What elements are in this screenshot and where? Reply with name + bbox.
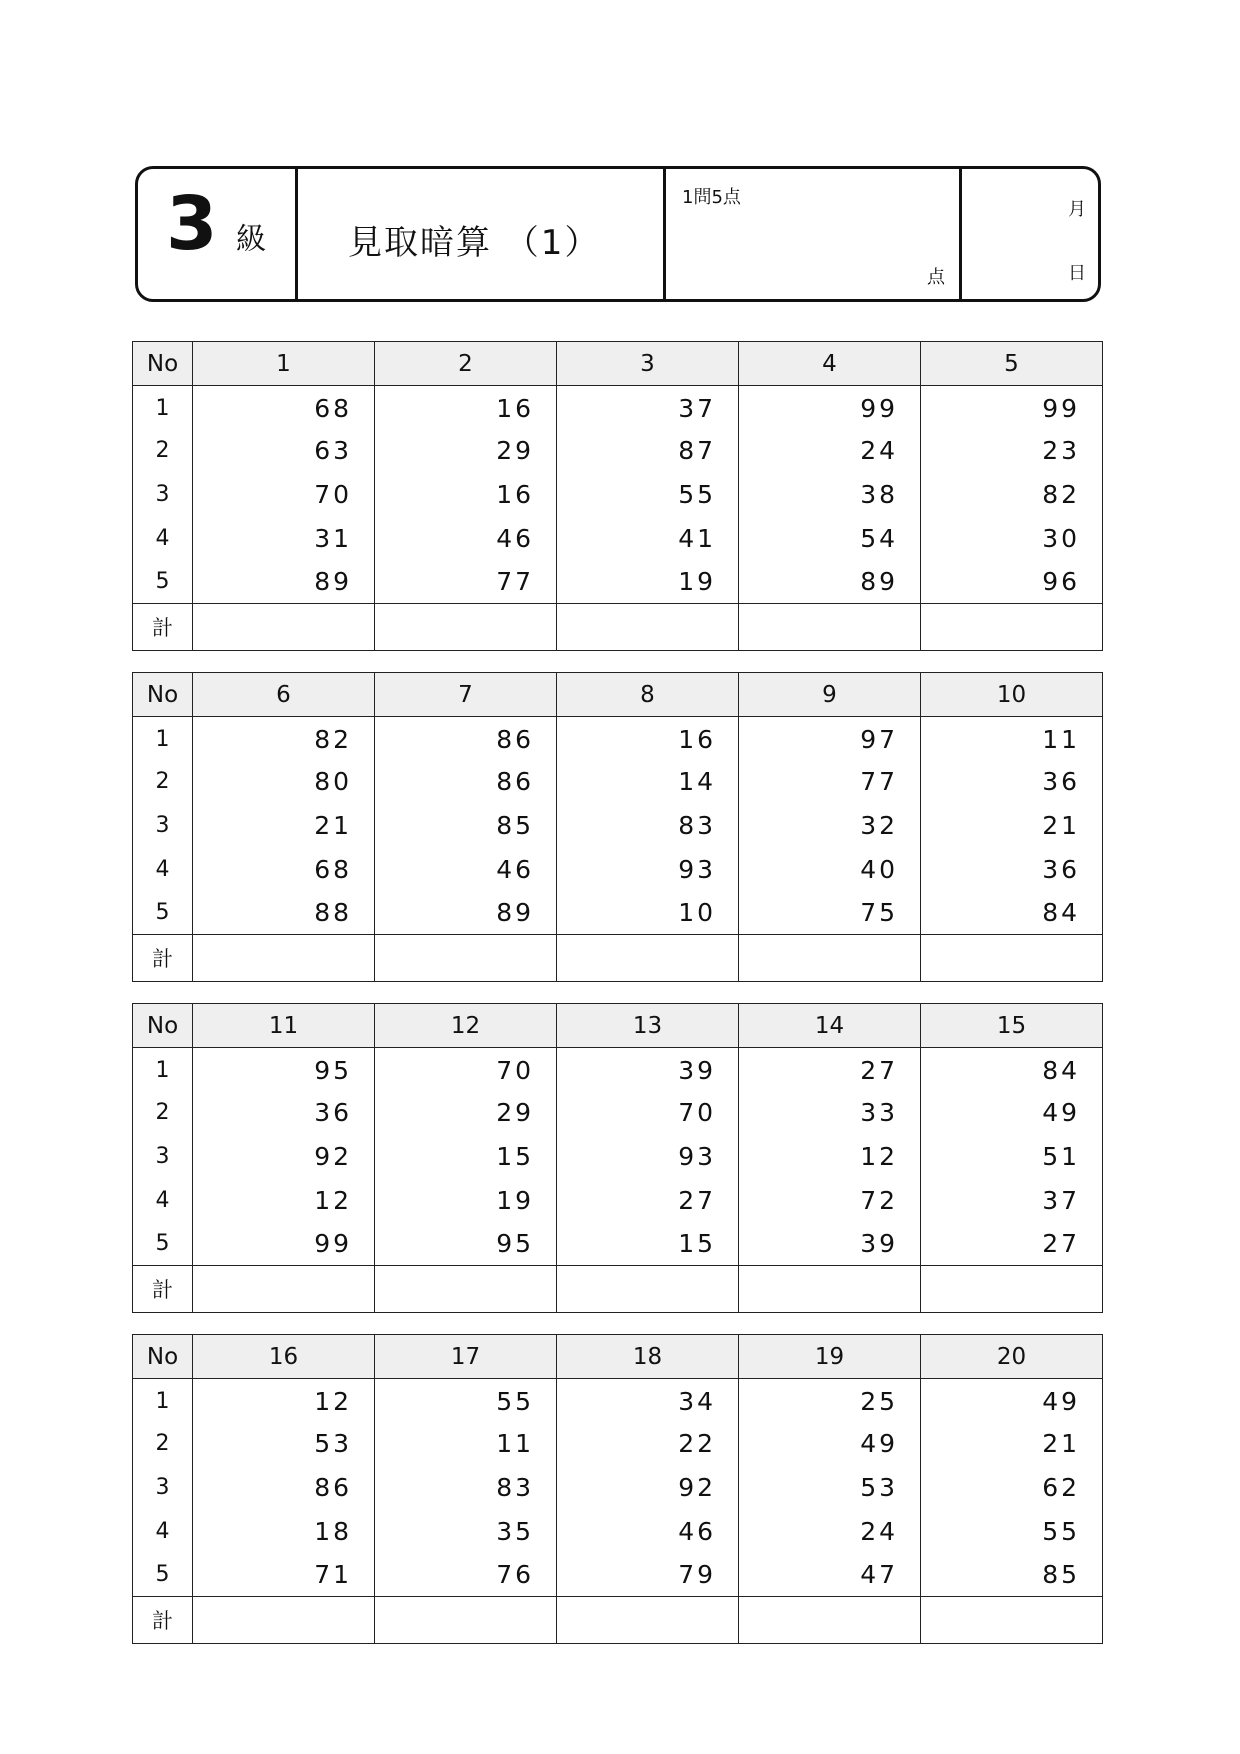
problem-number-header: 8 [557, 673, 739, 717]
month-label: 月 [1068, 199, 1086, 220]
row-number: 4 [133, 847, 193, 891]
number-cell: 75 [739, 891, 921, 935]
total-label: 計 [133, 934, 193, 981]
row-number: 4 [133, 1509, 193, 1553]
problem-table [132, 1334, 1103, 1644]
number-cell: 82 [921, 473, 1103, 517]
number-cell: 24 [739, 1509, 921, 1553]
day-label: 日 [1068, 263, 1086, 284]
number-cell: 92 [557, 1466, 739, 1510]
row-number: 1 [133, 1048, 193, 1092]
score-note: 1問5点 [682, 187, 741, 208]
row-number: 1 [133, 386, 193, 430]
problem-table [132, 1003, 1103, 1313]
number-cell: 30 [921, 516, 1103, 560]
row-number: 3 [133, 804, 193, 848]
number-cell: 80 [193, 760, 375, 804]
grade-box [138, 169, 298, 299]
problem-number-header: 14 [739, 1004, 921, 1048]
table-row [133, 1509, 1103, 1553]
row-number: 2 [133, 760, 193, 804]
answer-cell[interactable] [921, 934, 1103, 981]
answer-cell[interactable] [739, 603, 921, 650]
answer-cell[interactable] [921, 1265, 1103, 1312]
number-cell: 19 [557, 560, 739, 604]
table-row [133, 560, 1103, 604]
number-cell: 21 [921, 804, 1103, 848]
grade-suffix: 級 [236, 222, 266, 257]
number-cell: 68 [193, 386, 375, 430]
total-label: 計 [133, 1265, 193, 1312]
total-row [133, 934, 1103, 981]
number-cell: 87 [557, 429, 739, 473]
table-row [133, 386, 1103, 430]
problem-number-header: 18 [557, 1335, 739, 1379]
table-row [133, 1048, 1103, 1092]
number-cell: 41 [557, 516, 739, 560]
number-cell: 23 [921, 429, 1103, 473]
number-cell: 63 [193, 429, 375, 473]
number-cell: 83 [375, 1466, 557, 1510]
table-row [133, 891, 1103, 935]
number-cell: 84 [921, 891, 1103, 935]
worksheet-header [135, 166, 1101, 302]
number-cell: 83 [557, 804, 739, 848]
problem-number-header: 2 [375, 342, 557, 386]
answer-cell[interactable] [375, 1596, 557, 1643]
answer-cell[interactable] [193, 1265, 375, 1312]
number-cell: 95 [193, 1048, 375, 1092]
number-cell: 89 [375, 891, 557, 935]
row-number: 1 [133, 1379, 193, 1423]
number-cell: 12 [193, 1379, 375, 1423]
number-cell: 19 [375, 1178, 557, 1222]
answer-cell[interactable] [193, 603, 375, 650]
problem-number-header: 12 [375, 1004, 557, 1048]
answer-cell[interactable] [557, 603, 739, 650]
number-cell: 18 [193, 1509, 375, 1553]
number-cell: 39 [557, 1048, 739, 1092]
problem-number-header: 20 [921, 1335, 1103, 1379]
table-row [133, 804, 1103, 848]
number-cell: 55 [557, 473, 739, 517]
answer-cell[interactable] [375, 934, 557, 981]
answer-cell[interactable] [557, 1596, 739, 1643]
number-cell: 89 [739, 560, 921, 604]
row-number: 1 [133, 717, 193, 761]
number-cell: 11 [921, 717, 1103, 761]
problem-number-header: 1 [193, 342, 375, 386]
number-cell: 36 [921, 847, 1103, 891]
number-cell: 99 [193, 1222, 375, 1266]
table-row [133, 1422, 1103, 1466]
number-cell: 10 [557, 891, 739, 935]
problem-number-header: 10 [921, 673, 1103, 717]
worksheet-title: 見取暗算 （1） [348, 223, 601, 263]
problem-number-header: 15 [921, 1004, 1103, 1048]
number-cell: 70 [375, 1048, 557, 1092]
row-number: 5 [133, 891, 193, 935]
number-cell: 21 [921, 1422, 1103, 1466]
number-cell: 49 [921, 1091, 1103, 1135]
number-cell: 12 [739, 1135, 921, 1179]
number-cell: 53 [193, 1422, 375, 1466]
table-row [133, 429, 1103, 473]
number-cell: 85 [375, 804, 557, 848]
number-cell: 11 [375, 1422, 557, 1466]
problem-number-header: 16 [193, 1335, 375, 1379]
number-cell: 93 [557, 1135, 739, 1179]
number-cell: 77 [375, 560, 557, 604]
number-cell: 27 [739, 1048, 921, 1092]
table-row [133, 473, 1103, 517]
number-cell: 15 [557, 1222, 739, 1266]
number-cell: 16 [375, 386, 557, 430]
number-cell: 71 [193, 1553, 375, 1597]
row-number: 4 [133, 516, 193, 560]
number-cell: 51 [921, 1135, 1103, 1179]
number-cell: 34 [557, 1379, 739, 1423]
number-cell: 53 [739, 1466, 921, 1510]
number-cell: 89 [193, 560, 375, 604]
total-row [133, 1596, 1103, 1643]
number-cell: 29 [375, 1091, 557, 1135]
number-cell: 27 [921, 1222, 1103, 1266]
number-cell: 27 [557, 1178, 739, 1222]
row-number: 2 [133, 1422, 193, 1466]
number-cell: 40 [739, 847, 921, 891]
problem-number-header: 4 [739, 342, 921, 386]
table-row [133, 1553, 1103, 1597]
number-cell: 14 [557, 760, 739, 804]
answer-cell[interactable] [557, 934, 739, 981]
total-row [133, 1265, 1103, 1312]
number-cell: 49 [739, 1422, 921, 1466]
number-cell: 99 [921, 386, 1103, 430]
no-header: No [133, 673, 193, 717]
date-box[interactable] [962, 169, 1098, 299]
number-cell: 68 [193, 847, 375, 891]
number-cell: 86 [193, 1466, 375, 1510]
problem-number-header: 6 [193, 673, 375, 717]
answer-cell[interactable] [739, 1596, 921, 1643]
number-cell: 24 [739, 429, 921, 473]
no-header: No [133, 1335, 193, 1379]
row-number: 3 [133, 1135, 193, 1179]
table-row [133, 516, 1103, 560]
problem-number-header: 19 [739, 1335, 921, 1379]
row-number: 4 [133, 1178, 193, 1222]
number-cell: 55 [375, 1379, 557, 1423]
answer-cell[interactable] [557, 1265, 739, 1312]
total-row [133, 603, 1103, 650]
number-cell: 79 [557, 1553, 739, 1597]
number-cell: 35 [375, 1509, 557, 1553]
number-cell: 46 [375, 516, 557, 560]
table-row [133, 1379, 1103, 1423]
number-cell: 21 [193, 804, 375, 848]
table-row [133, 1135, 1103, 1179]
number-cell: 22 [557, 1422, 739, 1466]
number-cell: 92 [193, 1135, 375, 1179]
answer-cell[interactable] [375, 1265, 557, 1312]
number-cell: 96 [921, 560, 1103, 604]
number-cell: 62 [921, 1466, 1103, 1510]
number-cell: 49 [921, 1379, 1103, 1423]
number-cell: 93 [557, 847, 739, 891]
number-cell: 37 [921, 1178, 1103, 1222]
number-cell: 99 [739, 386, 921, 430]
table-row [133, 717, 1103, 761]
total-label: 計 [133, 1596, 193, 1643]
problem-number-header: 5 [921, 342, 1103, 386]
number-cell: 29 [375, 429, 557, 473]
row-number: 5 [133, 560, 193, 604]
number-cell: 70 [193, 473, 375, 517]
number-cell: 95 [375, 1222, 557, 1266]
number-cell: 33 [739, 1091, 921, 1135]
number-cell: 36 [193, 1091, 375, 1135]
table-row [133, 847, 1103, 891]
number-cell: 36 [921, 760, 1103, 804]
title-box [298, 169, 666, 299]
row-number: 5 [133, 1222, 193, 1266]
number-cell: 97 [739, 717, 921, 761]
problem-number-header: 13 [557, 1004, 739, 1048]
answer-cell[interactable] [193, 1596, 375, 1643]
number-cell: 47 [739, 1553, 921, 1597]
row-number: 3 [133, 1466, 193, 1510]
total-label: 計 [133, 603, 193, 650]
answer-cell[interactable] [739, 1265, 921, 1312]
number-cell: 15 [375, 1135, 557, 1179]
table-row [133, 1178, 1103, 1222]
answer-cell[interactable] [375, 603, 557, 650]
answer-cell[interactable] [193, 934, 375, 981]
problem-number-header: 9 [739, 673, 921, 717]
table-row [133, 1091, 1103, 1135]
number-cell: 25 [739, 1379, 921, 1423]
row-number: 5 [133, 1553, 193, 1597]
number-cell: 38 [739, 473, 921, 517]
number-cell: 16 [557, 717, 739, 761]
number-cell: 86 [375, 717, 557, 761]
number-cell: 84 [921, 1048, 1103, 1092]
row-number: 3 [133, 473, 193, 517]
number-cell: 82 [193, 717, 375, 761]
row-number: 2 [133, 1091, 193, 1135]
row-number: 2 [133, 429, 193, 473]
number-cell: 46 [557, 1509, 739, 1553]
problem-table [132, 341, 1103, 651]
number-cell: 86 [375, 760, 557, 804]
problem-number-header: 3 [557, 342, 739, 386]
number-cell: 39 [739, 1222, 921, 1266]
answer-cell[interactable] [921, 1596, 1103, 1643]
number-cell: 32 [739, 804, 921, 848]
problem-number-header: 7 [375, 673, 557, 717]
number-cell: 55 [921, 1509, 1103, 1553]
number-cell: 31 [193, 516, 375, 560]
number-cell: 76 [375, 1553, 557, 1597]
table-row [133, 1466, 1103, 1510]
problem-table [132, 672, 1103, 982]
answer-cell[interactable] [921, 603, 1103, 650]
number-cell: 85 [921, 1553, 1103, 1597]
number-cell: 70 [557, 1091, 739, 1135]
number-cell: 88 [193, 891, 375, 935]
score-unit: 点 [927, 267, 945, 288]
grade-number: 3 [166, 181, 218, 267]
number-cell: 72 [739, 1178, 921, 1222]
number-cell: 77 [739, 760, 921, 804]
number-cell: 54 [739, 516, 921, 560]
no-header: No [133, 1004, 193, 1048]
table-row [133, 760, 1103, 804]
problem-number-header: 17 [375, 1335, 557, 1379]
answer-cell[interactable] [739, 934, 921, 981]
number-cell: 37 [557, 386, 739, 430]
table-row [133, 1222, 1103, 1266]
score-box[interactable] [666, 169, 962, 299]
problem-number-header: 11 [193, 1004, 375, 1048]
number-cell: 46 [375, 847, 557, 891]
number-cell: 16 [375, 473, 557, 517]
number-cell: 12 [193, 1178, 375, 1222]
no-header: No [133, 342, 193, 386]
